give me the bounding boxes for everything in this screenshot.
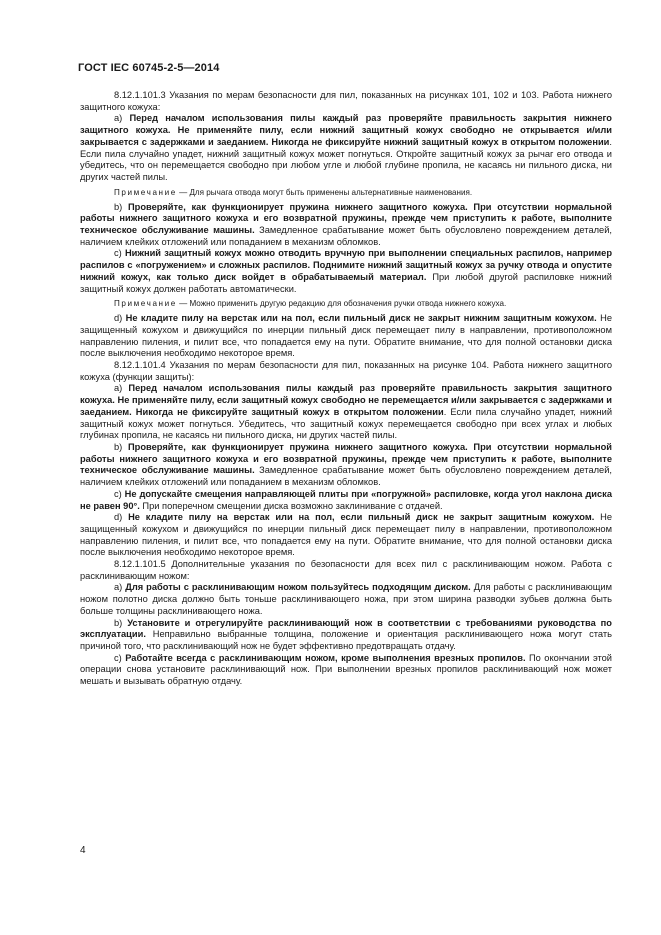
document-header: ГОСТ IEC 60745-2-5—2014 bbox=[78, 62, 220, 74]
paragraph-item-d: d) Не кладите пилу на верстак или на пол, если пильный диск не закрыт нижним защитным кожухом. Не защищенный кожухом и движущийся по инерции пильный диск перемещает пилу в направлении, противоположном направлению пиления, и пилит все, что попадается ему на пути. Обратите внимание, что для полной остановки диска после выключения необходимо некоторое время. bbox=[80, 313, 613, 359]
paragraph-8-12-1-101-5: 8.12.1.101.5 Дополнительные указания по безопасности для всех пил с расклинивающим ножом. Работа с расклинивающим ножом: bbox=[80, 559, 612, 581]
paragraph-item-a: a) Перед началом использования пилы каждый раз проверяйте правильность закрытия нижнего защитного кожуха. Не применяйте пилу, если нижний защитный кожух свободно не открывается и/или закрывается с задержками и заеданием. Никогда не фиксируйте нижний защитный кожух в открытом положении. Если пила случайно упадет, нижний защитный кожух может погнуться. Откройте защитный кожух за рычаг его отвода и убедитесь, что он перемещается свободно при любом угле и любой глубине пропила, не касаясь ни пильного диска, ни других частей пилы. bbox=[80, 113, 612, 182]
paragraph-8-12-1-101-4: 8.12.1.101.4 Указания по мерам безопасности для пил, показанных на рисунке 104. Работа нижнего защитного кожуха (функции защиты): bbox=[80, 360, 612, 382]
paragraph-item-d: d) Не кладите пилу на верстак или на пол, если пильный диск не закрыт защитным кожухом. Не защищенный кожухом и движущийся по инерции пильный диск перемещает пилу в направлении, противоположном направлению пиления, и пилит все, что попадается ему на пути. Обратите внимание, что для полной остановки диска после выключения необходимо некоторое время. bbox=[80, 512, 613, 558]
paragraph-item-c: c) Не допускайте смещения направляющей плиты при «погружной» распиловке, когда угол наклона диска не равен 90°. При поперечном смещении диска возможно заклинивание с отдачей. bbox=[80, 488, 612, 511]
paragraph-item-a: a) Перед началом использования пилы каждый раз проверяйте правильность закрытия защитного кожуха. Не применяйте пилу, если защитный кожух свободно не перемещается и/или закрывается с задержками и заеданием. Никогда не фиксируйте защитный кожух в открытом положении. Если пила случайно упадет, нижний защитный кожух может погнуться. Убедитесь, что защитный кожух перемещается свободно при всех углах и любых глубинах пропила, не касаясь ни пильного диска, ни других частей пилы. bbox=[80, 383, 613, 441]
note: Примечание — Можно применить другую редакцию для обозначения ручки отвода нижнего кожуха. bbox=[114, 299, 507, 309]
note: Примечание — Для рычага отвода могут быть применены альтернативные наименования. bbox=[114, 187, 473, 197]
page-number: 4 bbox=[80, 845, 86, 856]
paragraph-item-c: c) Нижний защитный кожух можно отводить вручную при выполнении специальных распилов, например распилов с «погружением» и сложных распилов. Поднимите нижний защитный кожух за ручку отвода и опустите нижний кожух, как только диск войдет в обрабатываемый материал. При любой другой распиловке нижний защитный кожух должен работать автоматически. bbox=[80, 248, 612, 294]
paragraph-item-b: b) Установите и отрегулируйте расклинивающий нож в соответствии с требованиями руководства по эксплуатации. Неправильно выбранные толщина, положение и ориентация расклинивающего ножа могут стать причиной того, что расклинивающий нож не будет эффективно предотвращать отдачу. bbox=[80, 617, 612, 651]
paragraph-item-b: b) Проверяйте, как функционирует пружина нижнего защитного кожуха. При отсутствии нормальной работы нижнего защитного кожуха и его возвратной пружины, прежде чем приступить к работе, выполните техническое обслуживание машины. Замедленное срабатывание может быть обусловлено повреждением деталей, наличием клейких отложений или попаданием в механизм обломков. bbox=[80, 441, 612, 488]
document-body bbox=[80, 90, 612, 688]
paragraph-8-12-1-101-3: 8.12.1.101.3 Указания по мерам безопасности для пил, показанных на рисунках 101, 102 и 103. Работа нижнего защитного кожуха: bbox=[80, 90, 612, 112]
paragraph-item-c: c) Работайте всегда с расклинивающим ножом, кроме выполнения врезных пропилов. По окончании этой операции снова установите расклинивающий нож. При выполнении врезных пропилов расклинивающий нож может мешать и вызывать обратную отдачу. bbox=[80, 652, 613, 687]
paragraph-item-b: b) Проверяйте, как функционирует пружина нижнего защитного кожуха. При отсутствии нормальной работы нижнего защитного кожуха и его возвратной пружины, прежде чем приступить к работе, выполните техническое обслуживание машины. Замедленное срабатывание может быть обусловлено повреждением деталей, наличием клейких отложений или попаданием в механизм обломков. bbox=[80, 201, 612, 247]
paragraph-item-a: a) Для работы с расклинивающим ножом пользуйтесь подходящим диском. Для работы с расклинивающим ножом полотно диска должно быть тоньше расклинивающего ножа, при этом ширина разводки зубьев должна быть больше толщины расклинивающего ножа. bbox=[80, 582, 612, 616]
